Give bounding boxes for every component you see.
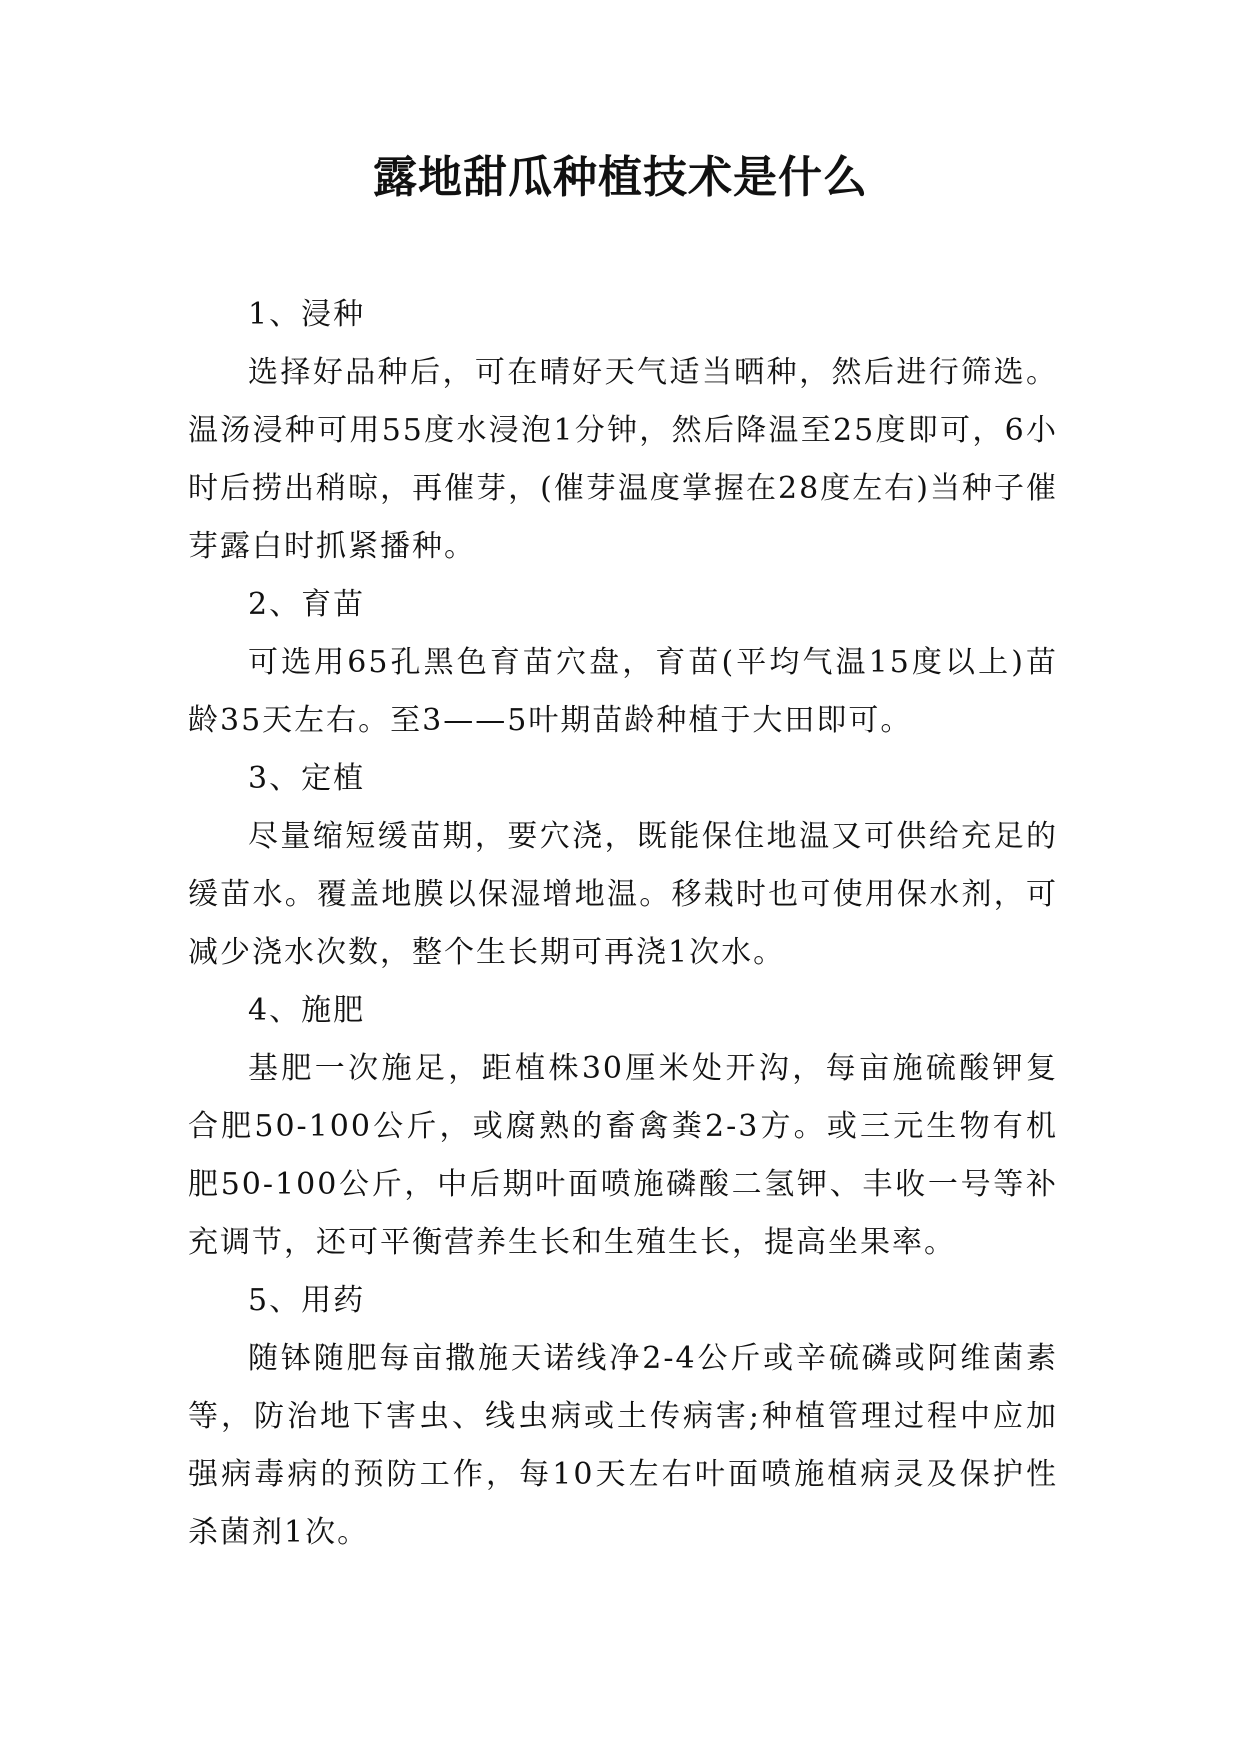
section-heading-soaking: 1、浸种	[248, 297, 366, 332]
section-heading-transplanting: 3、定植	[248, 761, 366, 796]
paragraph-pesticide: 随钵随肥每亩撒施天诺线净2-4公斤或辛硫磷或阿维菌素等，防治地下害虫、线虫病或土传病害;种植管理过程中应加强病毒病的预防工作，每10天左右叶面喷施植病灵及保护性杀菌剂1次。	[188, 1341, 1058, 1550]
document-title: 露地甜瓜种植技术是什么	[373, 152, 868, 203]
paragraph-fertilizing: 基肥一次施足，距植株30厘米处开沟，每亩施硫酸钾复合肥50-100公斤，或腐熟的畜禽粪2-3方。或三元生物有机肥50-100公斤，中后期叶面喷施磷酸二氢钾、丰收一号等补充调节，还可平衡营养生长和生殖生长，提高坐果率。	[188, 1051, 1058, 1260]
document-body	[188, 286, 1058, 1562]
paragraph-soaking: 选择好品种后，可在晴好天气适当晒种，然后进行筛选。温汤浸种可用55度水浸泡1分钟，然后降温至25度即可，6小时后捞出稍晾，再催芽，(催芽温度掌握在28度左右)当种子催芽露白时抓紧播种。	[188, 355, 1058, 564]
section-heading-fertilizing: 4、施肥	[248, 993, 366, 1028]
paragraph-seedling: 可选用65孔黑色育苗穴盘，育苗(平均气温15度以上)苗龄35天左右。至3——5叶期苗龄种植于大田即可。	[188, 645, 1058, 738]
paragraph-transplanting: 尽量缩短缓苗期，要穴浇，既能保住地温又可供给充足的缓苗水。覆盖地膜以保湿增地温。移栽时也可使用保水剂，可减少浇水次数，整个生长期可再浇1次水。	[188, 819, 1058, 970]
section-heading-pesticide: 5、用药	[248, 1283, 366, 1318]
section-heading-seedling: 2、育苗	[248, 587, 366, 622]
